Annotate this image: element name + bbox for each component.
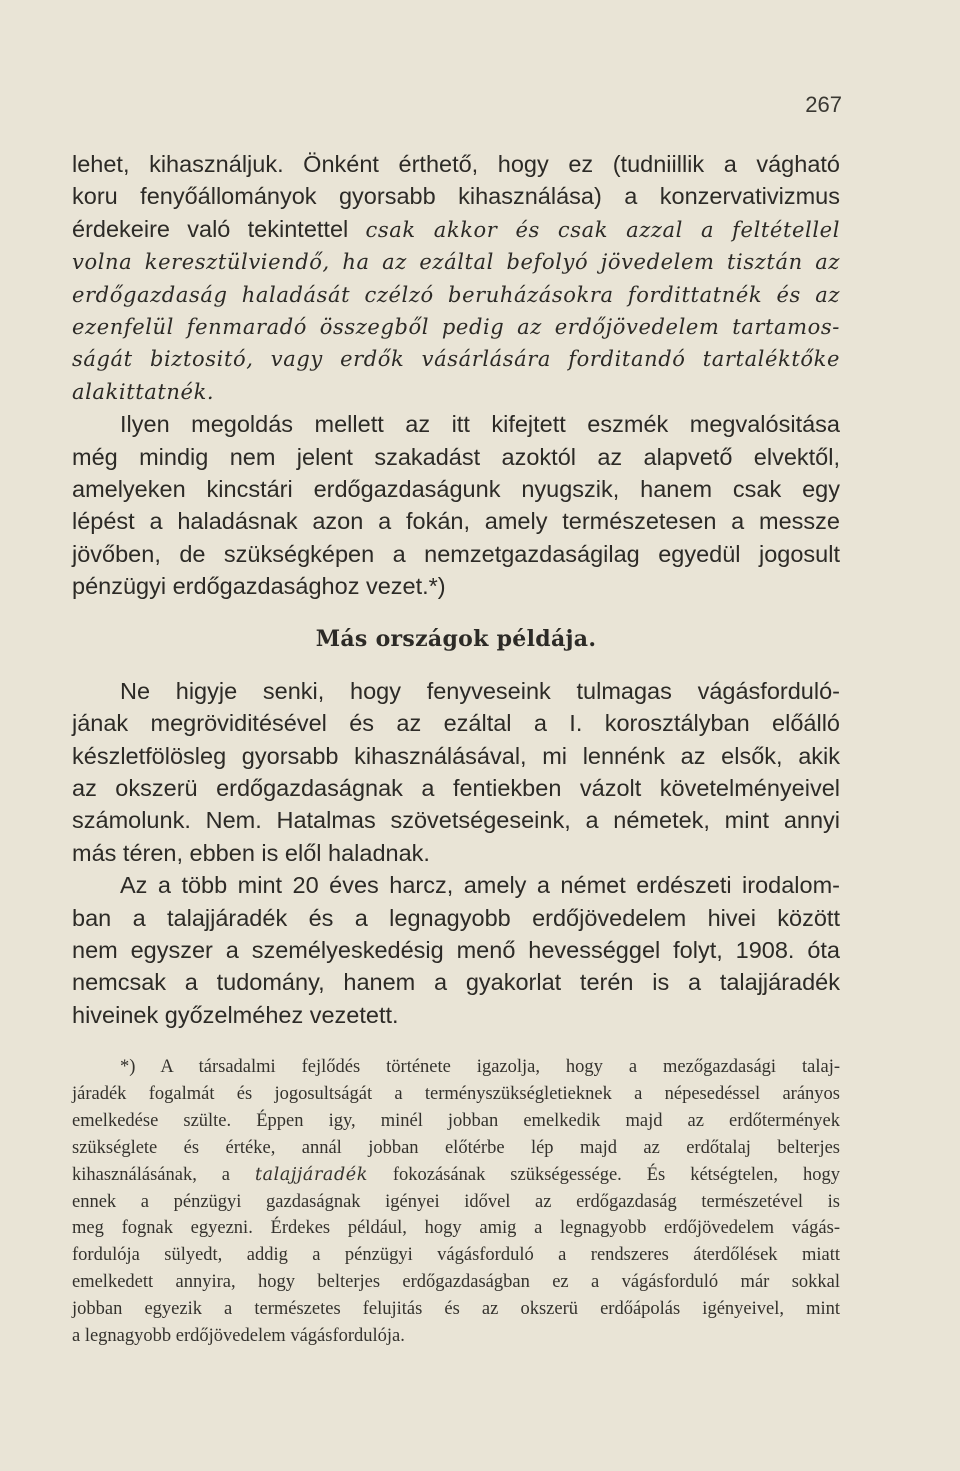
text-line: hiveinek győzelméhez vezetett. bbox=[72, 1001, 399, 1028]
paragraph-4 bbox=[72, 869, 840, 1031]
footnote-line: *) A társadalmi fejlődés története igazolja, hogy a mezőgazdasági talaj- bbox=[120, 1057, 840, 1077]
text-line: jának megröviditésével és az ezáltal a I. korosztályban előálló bbox=[72, 710, 840, 737]
page-number: 267 bbox=[805, 92, 842, 117]
emphasized-line: ezenfelül fenmaradó összegből pedig az erdőjövedelem tartamos- bbox=[72, 315, 840, 340]
footnote-segment: kihasználásának, a bbox=[72, 1164, 230, 1185]
text-line: készletfölösleg gyorsabb kihasználásával, mi lennénk az elsők, akik bbox=[72, 742, 840, 769]
text-line: az okszerü erdőgazdaságnak a fentiekben vázolt követelményeivel bbox=[72, 774, 840, 801]
footnote-line bbox=[72, 1162, 840, 1189]
text-line: Ilyen megoldás mellett az itt kifejtett eszmék megvalósitása bbox=[120, 411, 840, 438]
emphasized-text: csak akkor és csak azzal a feltétellel bbox=[365, 217, 841, 242]
footnote-line: járadék fogalmát és jogosultságát a terményszükségletieknek a népesedéssel arányos bbox=[72, 1083, 840, 1104]
footnote-segment: fokozásának szükségessége. És kétségtelen, hogy bbox=[392, 1164, 841, 1185]
text-line: pénzügyi erdőgazdasághoz vezet.*) bbox=[72, 573, 446, 600]
text-line: lépést a haladásnak azon a fokán, amely természetesen a messze bbox=[72, 508, 840, 535]
paragraph-2 bbox=[72, 408, 840, 602]
paragraph-1 bbox=[72, 148, 840, 408]
section-heading: Más országok példája. bbox=[315, 625, 597, 652]
text-line: számolunk. Nem. Hatalmas szövetségeseink, a németek, mint annyi bbox=[72, 807, 840, 834]
text-line: lehet, kihasználjuk. Önként érthető, hogy ez (tudniillik a vágható bbox=[72, 151, 840, 177]
text-line: még mindig nem jelent szakadást azoktól az alapvető elvektől, bbox=[72, 443, 840, 470]
footnote-line: ennek a pénzügyi gazdaságnak igényei idővel az erdőgazdaság természetével is bbox=[72, 1191, 840, 1212]
footnote-emphasis: talajjáradék bbox=[254, 1164, 368, 1185]
paragraph-3 bbox=[72, 675, 840, 869]
emphasized-line: volna keresztülviendő, ha az ezáltal befolyó jövedelem tisztán az bbox=[72, 250, 840, 275]
text-line: ban a talajjáradék és a legnagyobb erdőjövedelem hivei között bbox=[72, 904, 840, 931]
emphasized-line: alakittatnék. bbox=[72, 379, 215, 404]
emphasized-line: erdőgazdaság haladását czélzó beruházásokra fordittatnék és az bbox=[72, 282, 840, 307]
text-line: nem egyszer a személyeskedésig menő hevességgel folyt, 1908. óta bbox=[72, 936, 840, 963]
footnote-line: fordulója sülyedt, addig a pénzügyi vágásforduló a rendszeres áterdőlések miatt bbox=[72, 1245, 840, 1266]
footnote-line: emelkedett annyira, hogy belterjes erdőgazdaságban ez a vágásforduló már sokkal bbox=[72, 1272, 840, 1293]
text-line: koru fenyőállományok gyorsabb kihasználása) a konzervativizmus bbox=[72, 183, 840, 210]
footnote-line: emelkedése szülte. Éppen igy, minél jobban emelkedik majd az erdőtermények bbox=[72, 1110, 840, 1131]
footnote-line: a legnagyobb erdőjövedelem vágásfordulója. bbox=[72, 1326, 405, 1347]
text-line: Az a több mint 20 éves harcz, amely a német erdészeti irodalom- bbox=[120, 872, 840, 899]
text-line: Ne higyje senki, hogy fenyveseink tulmagas vágásforduló- bbox=[120, 677, 840, 704]
emphasized-line: ságát biztositó, vagy erdők vásárlására forditandó tartaléktőke bbox=[72, 347, 840, 372]
text-line: jövőben, de szükségképen a nemzetgazdaságilag egyedül jogosult bbox=[72, 540, 840, 567]
footnote-line: szükséglete és értéke, annál jobban előtérbe lép majd az erdőtalaj belterjes bbox=[72, 1137, 840, 1158]
text-line bbox=[72, 213, 840, 246]
footnote bbox=[72, 1054, 840, 1350]
footnote-line: meg fognak egyezni. Érdekes például, hogy amig a legnagyobb erdőjövedelem vágás- bbox=[72, 1218, 840, 1239]
text-line: amelyeken kincstári erdőgazdaságunk nyugszik, hanem csak egy bbox=[72, 476, 840, 503]
main-text bbox=[72, 148, 840, 1031]
footnote-line: jobban egyezik a természetes felujitás és az okszerü erdőápolás igényeivel, mint bbox=[72, 1299, 840, 1320]
text-segment: érdekeire való tekintettel bbox=[72, 215, 349, 242]
text-line: más téren, ebben is elől haladnak. bbox=[72, 839, 430, 866]
text-line: nemcsak a tudomány, hanem a gyakorlat terén is a talajjáradék bbox=[72, 969, 840, 996]
